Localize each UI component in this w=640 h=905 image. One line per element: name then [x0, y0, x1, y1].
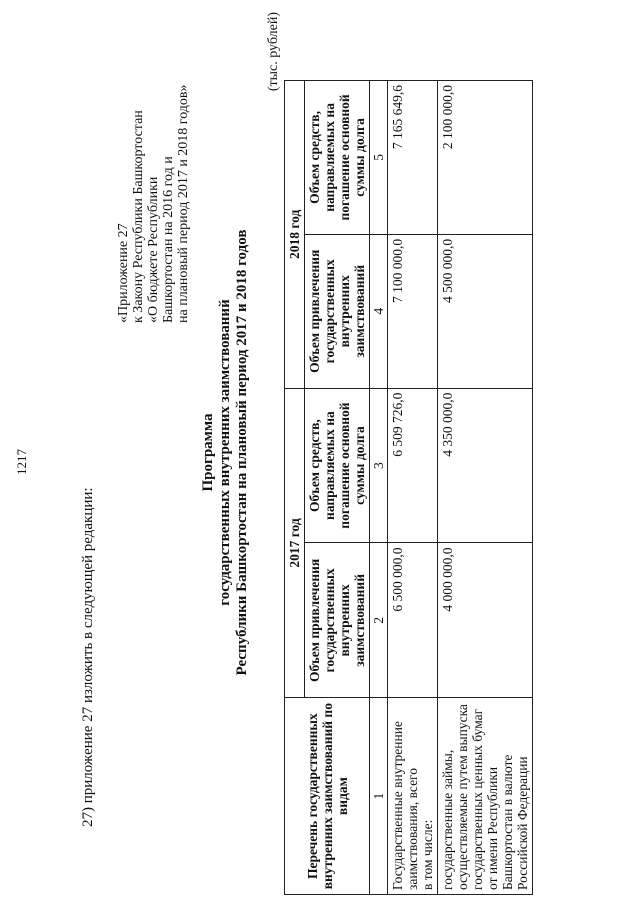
row-label: государственные займы, осуществляемые путем выпуска государственных ценных бумаг от имени Республики Башкортостан в валюте Российской Федерации: [438, 698, 533, 895]
title-line: Республики Башкортостан на плановый период 2017 и 2018 годов: [234, 229, 250, 676]
column-number: 3: [370, 388, 388, 543]
document-title: [200, 0, 251, 905]
cell-value: 6 509 726,0: [388, 388, 438, 543]
header-repay-2017: Объем средств, направляемых на погашение основной суммы долга: [305, 388, 370, 543]
header-year-2017: 2017 год: [285, 388, 305, 698]
column-number: 5: [370, 81, 388, 235]
header-kind: Перечень государственных внутренних заимствований по видам: [285, 698, 370, 895]
appendix-line: Башкортостан на 2016 год и: [161, 156, 176, 323]
cell-value: 4 000 000,0: [438, 543, 533, 698]
row-label: Государственные внутренние заимствования, всего в том числе:: [388, 698, 438, 895]
title-line: Программа: [200, 413, 216, 492]
appendix-reference: [116, 84, 191, 323]
cell-value: 7 165 649,6: [388, 81, 438, 235]
cell-value: 4 500 000,0: [438, 234, 533, 388]
title-line: государственных внутренних заимствований: [217, 299, 233, 606]
appendix-line: на плановый период 2017 и 2018 годов»: [176, 84, 191, 323]
cell-value: 7 100 000,0: [388, 234, 438, 388]
header-year-2018: 2018 год: [285, 81, 305, 389]
unit-note: (тыс. рублей): [266, 12, 281, 92]
appendix-line: к Закону Республики Башкортостан: [131, 110, 146, 323]
intro-text: 27) приложение 27 изложить в следующей редакции:: [80, 487, 96, 827]
page-number: 1217: [14, 449, 29, 475]
appendix-line: «О бюджете Республики: [146, 176, 161, 323]
column-number: 1: [370, 698, 388, 895]
column-number: 4: [370, 234, 388, 388]
column-number: 2: [370, 543, 388, 698]
header-repay-2018: Объем средств, направляемых на погашение основной суммы долга: [305, 81, 370, 235]
cell-value: 6 500 000,0: [388, 543, 438, 698]
header-borrow-2018: Объем привлечения государственных внутренних заимствований: [305, 234, 370, 388]
cell-value: 2 100 000,0: [438, 81, 533, 235]
table-row: [388, 81, 438, 895]
cell-value: 4 350 000,0: [438, 388, 533, 543]
header-borrow-2017: Объем привлечения государственных внутренних заимствований: [305, 543, 370, 698]
appendix-line: «Приложение 27: [116, 223, 131, 323]
table-row: [438, 81, 533, 895]
borrowing-program-table: [284, 80, 533, 895]
